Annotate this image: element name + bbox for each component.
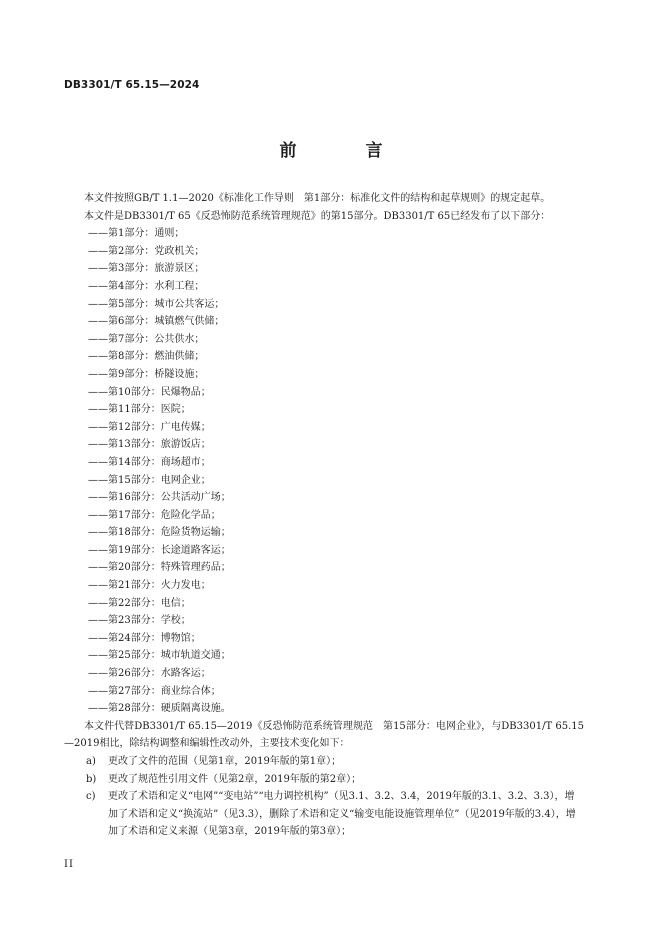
change-item [64, 753, 584, 771]
list-item: ——第22部分：电信； [88, 597, 191, 609]
list-item: ——第7部分：公共供水； [88, 333, 205, 345]
list-item: ——第24部分：博物馆； [88, 632, 201, 644]
change-item [64, 788, 584, 841]
list-item: ——第1部分：通则； [88, 228, 185, 240]
list-item: ——第26部分：水路客运； [88, 668, 211, 680]
list-item: ——第10部分：民爆物品； [88, 386, 211, 398]
list-item: ——第15部分：电网企业； [88, 474, 211, 486]
list-item: ——第9部分：桥隧设施； [88, 368, 205, 380]
item-text: 更改了术语和定义“电网”“变电站”“电力调控机构”（见3.1、3.2、3.4，2019年版的3.1、3.2、3.3），增加了术语和定义“换流站”（见3.3），删除了术语和定义“输变电能设施管理单位”（见2019年版的3.4），增加了术语和定义来源（见第3章，2019年版的第3章）； [108, 791, 576, 838]
list-item: ——第23部分：学校； [88, 615, 191, 627]
list-item: ——第25部分：城市轨道交通； [88, 650, 231, 662]
list-item: ——第4部分：水利工程； [88, 280, 205, 292]
document-code: DB3301/T 65.15—2024 [64, 79, 200, 91]
list-item: ——第28部分：硬质隔离设施。 [88, 703, 231, 715]
replacement-paragraph: 本文件代替DB3301/T 65.15—2019《反恐怖防范系统管理规范 第15部分：电网企业》，与DB3301/T 65.15—2019相比，除结构调整和编辑性改动外，主要技术变化如下： [64, 720, 584, 750]
list-item: ——第5部分：城市公共客运； [88, 298, 225, 310]
list-item: ——第8部分：燃油供储； [88, 351, 205, 363]
list-item: ——第12部分：广电传媒； [88, 421, 211, 433]
item-marker: a) [86, 756, 96, 767]
page-title: 前 言 [279, 141, 409, 161]
list-item: ——第13部分：旅游饭店； [88, 439, 211, 451]
list-item: ——第14部分：商场超市； [88, 456, 211, 468]
list-item: ——第20部分：特殊管理药品； [88, 562, 231, 574]
document-body [64, 190, 584, 841]
list-item: ——第19部分：长途道路客运； [88, 544, 231, 556]
change-item [64, 771, 584, 789]
item-text: 更改了文件的范围（见第1章，2019年版的第1章）； [108, 756, 342, 767]
item-text: 更改了规范性引用文件（见第2章，2019年版的第2章）； [108, 773, 362, 785]
list-item: ——第6部分：城镇燃气供储； [88, 316, 225, 328]
parts-list [64, 225, 584, 718]
intro-paragraph-1: 本文件按照GB/T 1.1—2020《标准化工作导则 第1部分：标准化文件的结构和起草规则》的规定起草。 [84, 193, 551, 204]
item-marker: c) [86, 791, 96, 803]
list-item: ——第18部分：危险货物运输； [88, 527, 231, 539]
list-item: ——第11部分：医院； [88, 404, 191, 416]
list-item: ——第21部分：火力发电； [88, 580, 211, 592]
page-number: II [64, 859, 74, 870]
list-item: ——第2部分：党政机关； [88, 245, 205, 257]
item-marker: b) [86, 773, 97, 785]
intro-paragraph-2: 本文件是DB3301/T 65《反恐怖防范系统管理规范》的第15部分。DB3301/T 65已经发布了以下部分： [84, 210, 551, 222]
list-item: ——第27部分：商业综合体； [88, 685, 221, 697]
list-item: ——第17部分：危险化学品； [88, 509, 221, 521]
changes-list [64, 753, 584, 841]
list-item: ——第3部分：旅游景区； [88, 263, 205, 275]
list-item: ——第16部分：公共活动广场； [88, 492, 231, 504]
